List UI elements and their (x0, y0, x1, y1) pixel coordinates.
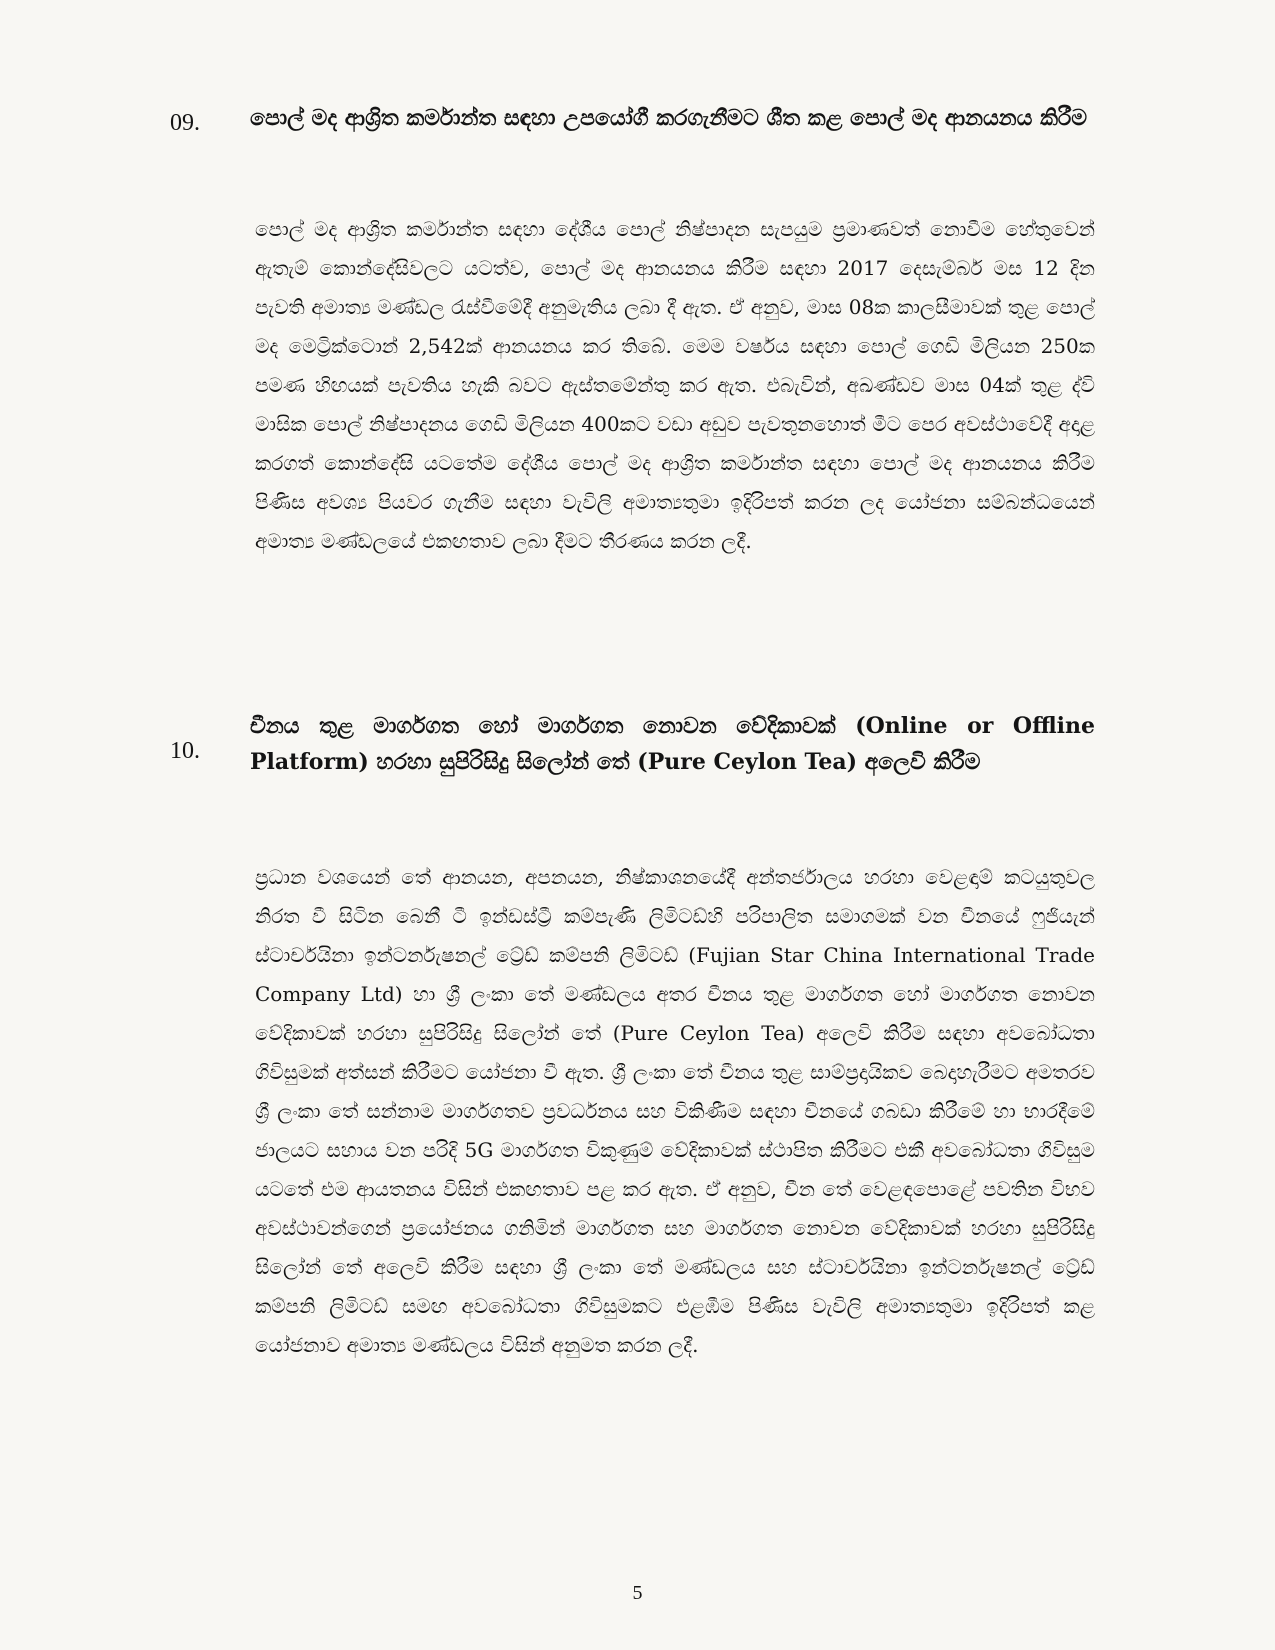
section-number: 10. (170, 738, 200, 764)
section-10 (170, 708, 1095, 1538)
section-body: පොල් මද ආශ්‍රිත කර්මාන්ත සඳහා දේශීය පොල් නිෂ්පාදන සැපයුම ප්‍රමාණවත් නොවීම හේතුවෙන් ඇතැම් කොන්දේසිවලට යටත්ව, පොල් මද ආනයනය කිරීම සඳහා 2017 දෙසැම්බර් මස 12 දින පැවති අමාත්‍ය මණ්ඩල රැස්වීමේදී අනුමැතිය ලබා දී ඇත. ඒ අනුව, මාස 08ක කාලසීමාවක් තුළ පොල් මද මෙට්‍රික්ටොන් 2,542ක් ආනයනය කර තිබේ. මෙම වර්ෂය සඳහා පොල් ගෙඩි මිලියන 250ක පමණ හිඟයක් පැවතිය හැකි බවට ඇස්තමේන්තු කර ඇත. එබැවින්, අඛණ්ඩව මාස 04ක් තුළ ද්වි මාසික පොල් නිෂ්පාදනය ගෙඩි මිලියන 400කට වඩා අඩුව පැවතුනහොත් මීට පෙර අවස්ථාවේදී අදාළ කරගත් කොන්දේසි යටතේම දේශීය පොල් මද ආශ්‍රිත කර්මාන්ත සඳහා පොල් මද ආනයනය කිරීම පිණිස අවශ්‍ය පියවර ගැනීම සඳහා වැවිලි අමාත්‍යතුමා ඉදිරිපත් කරන ලද යෝජනා සම්බන්ධයෙන් අමාත්‍ය මණ්ඩලයේ එකඟතාව ලබා දීමට තීරණය කරන ලදී. (255, 217, 1095, 553)
section-heading: පොල් මද ආශ්‍රිත කර්මාන්ත සඳහා උපයෝගී කරගැනීමට ශීත කළ පොල් මද ආනයනය කිරීම (250, 105, 1088, 131)
section-heading: චීනය තුළ මාර්ගගත හෝ මාර්ගගත නොවන වේදිකාවක් (Online or Offline Platform) හරහා සුපිරිසිදු සිලෝන් තේ (Pure Ceylon Tea) අලෙවි කිරීම (250, 713, 1095, 775)
section-number: 09. (170, 110, 200, 136)
section-09 (170, 100, 1095, 690)
section-body: ප්‍රධාන වශයෙන් තේ ආනයන, අපනයන, නිෂ්කාශනයේදී අන්තර්ජාලය හරහා වෙළඳාම් කටයුතුවල නිරත වී සිටින බෙනී ටී ඉන්ඩස්ට්‍රී කම්පැණි ලිමිටඩ්හි පරිපාලිත සමාගමක් වන චීනයේ ෆුජියැන් ස්ටාර්චයිනා ඉන්ටර්නැෂනල් ට්‍රේඩ් කම්පනි ලිමිටඩ් (Fujian Star China International Trade Company Ltd) හා ශ්‍රී ලංකා තේ මණ්ඩලය අතර චීනය තුළ මාර්ගගත හෝ මාර්ගගත නොවන වේදිකාවක් හරහා සුපිරිසිදු සිලෝන් තේ (Pure Ceylon Tea) අලෙවි කිරීම සඳහා අවබෝධතා ගිවිසුමක් අත්සන් කිරීමට යෝජනා වී ඇත. ශ්‍රී ලංකා තේ චීනය තුළ සාම්ප්‍රදායිකව බෙදාහැරීමට අමතරව ශ්‍රී ලංකා තේ සන්නාම මාර්ගගතව ප්‍රවර්ධනය සහ විකිණීම සඳහා චීනයේ ගබඩා කිරීමේ හා භාරදීමේ ජාලයට සහාය වන පරිදි 5G මාර්ගගත විකුණුම් වේදිකාවක් ස්ථාපිත කිරීමට එකී අවබෝධතා ගිවිසුම යටතේ එම ආයතනය විසින් එකඟතාව පළ කර ඇත. ඒ අනුව, චීන තේ වෙළඳපොළේ පවතින විභව අවස්ථාවන්ගෙන් ප්‍රයෝජනය ගනිමින් මාර්ගගත සහ මාර්ගගත නොවන වේදිකාවක් හරහා සුපිරිසිදු සිලෝන් තේ අලෙවි කිරීම සඳහා ශ්‍රී ලංකා තේ මණ්ඩලය සහ ස්ටාර්චයිනා ඉන්ටර්නැෂනල් ට්‍රේඩ් කම්පනි ලිමිටඩ් සමඟ අවබෝධතා ගිවිසුමකට එළඹීම පිණිස වැවිලි අමාත්‍යතුමා ඉදිරිපත් කළ යෝජනාව අමාත්‍ය මණ්ඩලය විසින් අනුමත කරන ලදී. (255, 865, 1095, 1357)
page-number: 5 (632, 1582, 643, 1604)
